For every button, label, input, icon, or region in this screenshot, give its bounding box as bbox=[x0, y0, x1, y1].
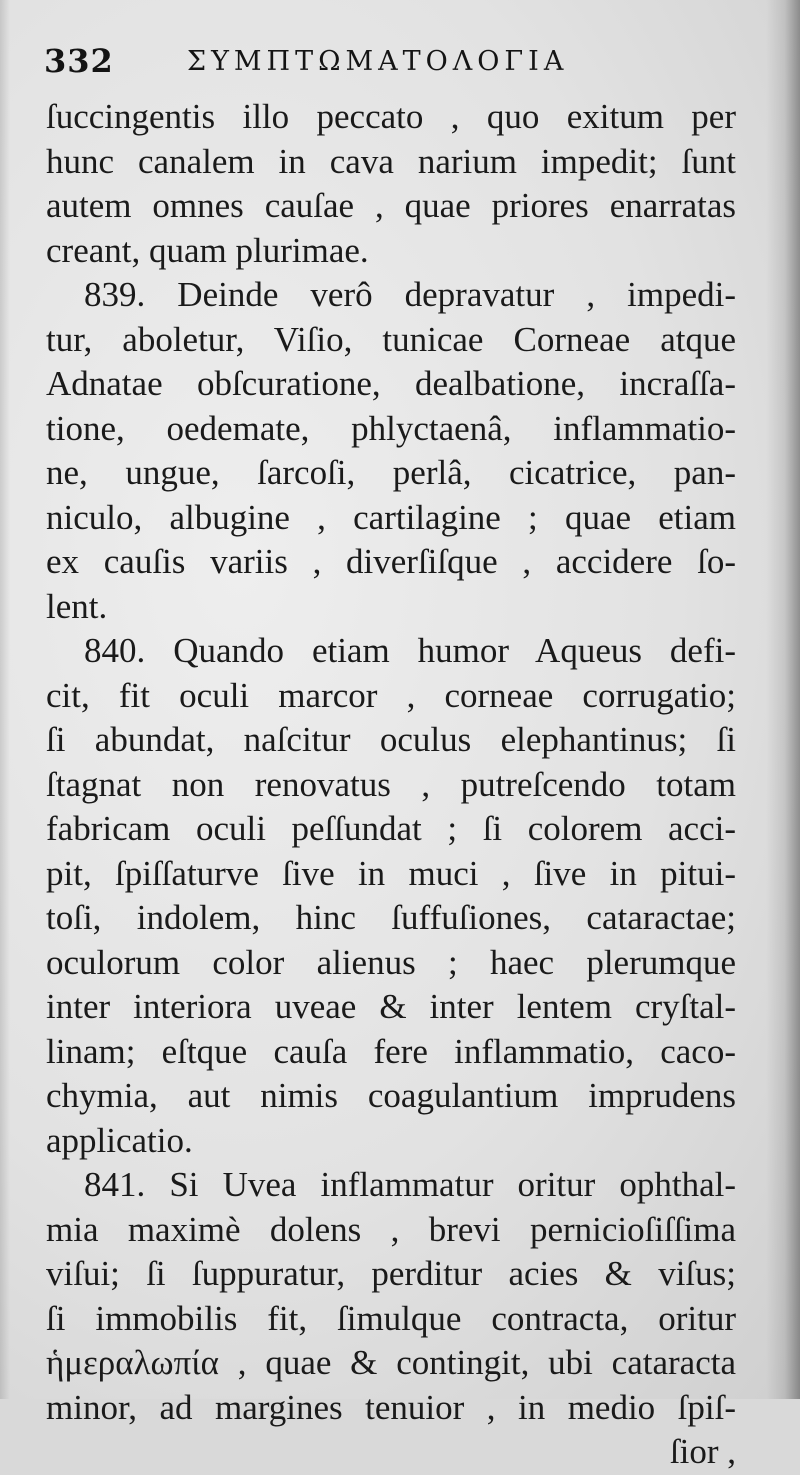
text-line: tur, aboletur, Viſio, tunicae Corneae atque bbox=[46, 319, 736, 359]
catchword: ſior , bbox=[669, 1432, 736, 1471]
text-line: ne, ungue, ſarcoſi, perlâ, cicatrice, pan- bbox=[46, 453, 736, 492]
body-text bbox=[46, 95, 736, 1475]
paragraph-839-start: 839. Deinde verô depravatur , impedi- bbox=[84, 275, 736, 314]
page-left-shadow bbox=[0, 0, 10, 1399]
text-line: Adnatae obſcuratione, dealbatione, incraſſa- bbox=[46, 364, 736, 403]
page-gutter-shadow bbox=[766, 0, 800, 1399]
text-line: ſi immobilis fit, ſimulque contracta, oritur bbox=[46, 1298, 736, 1338]
text-line: viſui; ſi ſuppuratur, perditur acies & viſus; bbox=[46, 1254, 736, 1293]
text-line: minor, ad margines tenuior , in medio ſpiſ- bbox=[46, 1387, 736, 1427]
text-line: ſuccingentis illo peccato , quo exitum per bbox=[46, 97, 736, 136]
text-line: mia maximè dolens , brevi pernicioſiſſima bbox=[46, 1209, 736, 1249]
text-line: creant, quam plurimae. bbox=[46, 230, 369, 270]
text-line: chymia, aut nimis coagulantium imprudens bbox=[46, 1076, 736, 1115]
text-line: cit, fit oculi marcor , corneae corrugatio; bbox=[46, 675, 736, 715]
text-line: linam; eſtque cauſa fere inflammatio, caco- bbox=[46, 1031, 736, 1071]
text-line: oculorum color alienus ; haec plerumque bbox=[46, 942, 736, 982]
text-line: ex cauſis variis , diverſiſque , accidere ſo- bbox=[46, 542, 736, 581]
running-title: ΣΥΜΠΤΩΜΑΤΟΛΟΓΙΑ bbox=[187, 46, 569, 77]
text-line: applicatio. bbox=[46, 1120, 193, 1160]
text-line: lent. bbox=[46, 586, 108, 626]
text-line: pit, ſpiſſaturve ſive in muci , ſive in pitui- bbox=[46, 853, 736, 893]
text-line: ſtagnat non renovatus , putreſcendo totam bbox=[46, 764, 736, 804]
text-line: niculo, albugine , cartilagine ; quae etiam bbox=[46, 497, 736, 537]
text-line: autem omnes cauſae , quae priores enarratas bbox=[46, 186, 736, 225]
text-line: tione, oedemate, phlyctaenâ, inflammatio- bbox=[46, 408, 736, 448]
text-line: inter interiora uveae & inter lentem cryſtal- bbox=[46, 987, 736, 1026]
page-header bbox=[44, 42, 744, 94]
greek-word-line: ἡμεραλωπία , quae & contingit, ubi cataracta bbox=[46, 1343, 736, 1382]
page-number: 332 bbox=[44, 42, 114, 80]
text-line: toſi, indolem, hinc ſuffuſiones, cataractae; bbox=[46, 898, 736, 937]
text-line: ſi abundat, naſcitur oculus elephantinus; ſi bbox=[46, 720, 736, 759]
text-line: hunc canalem in cava narium impedit; ſunt bbox=[46, 141, 736, 181]
paragraph-841-start: 841. Si Uvea inflammatur oritur ophthal- bbox=[84, 1165, 736, 1204]
paragraph-840-start: 840. Quando etiam humor Aqueus defi- bbox=[84, 631, 736, 670]
text-line: fabricam oculi peſſundat ; ſi colorem acci- bbox=[46, 809, 736, 848]
